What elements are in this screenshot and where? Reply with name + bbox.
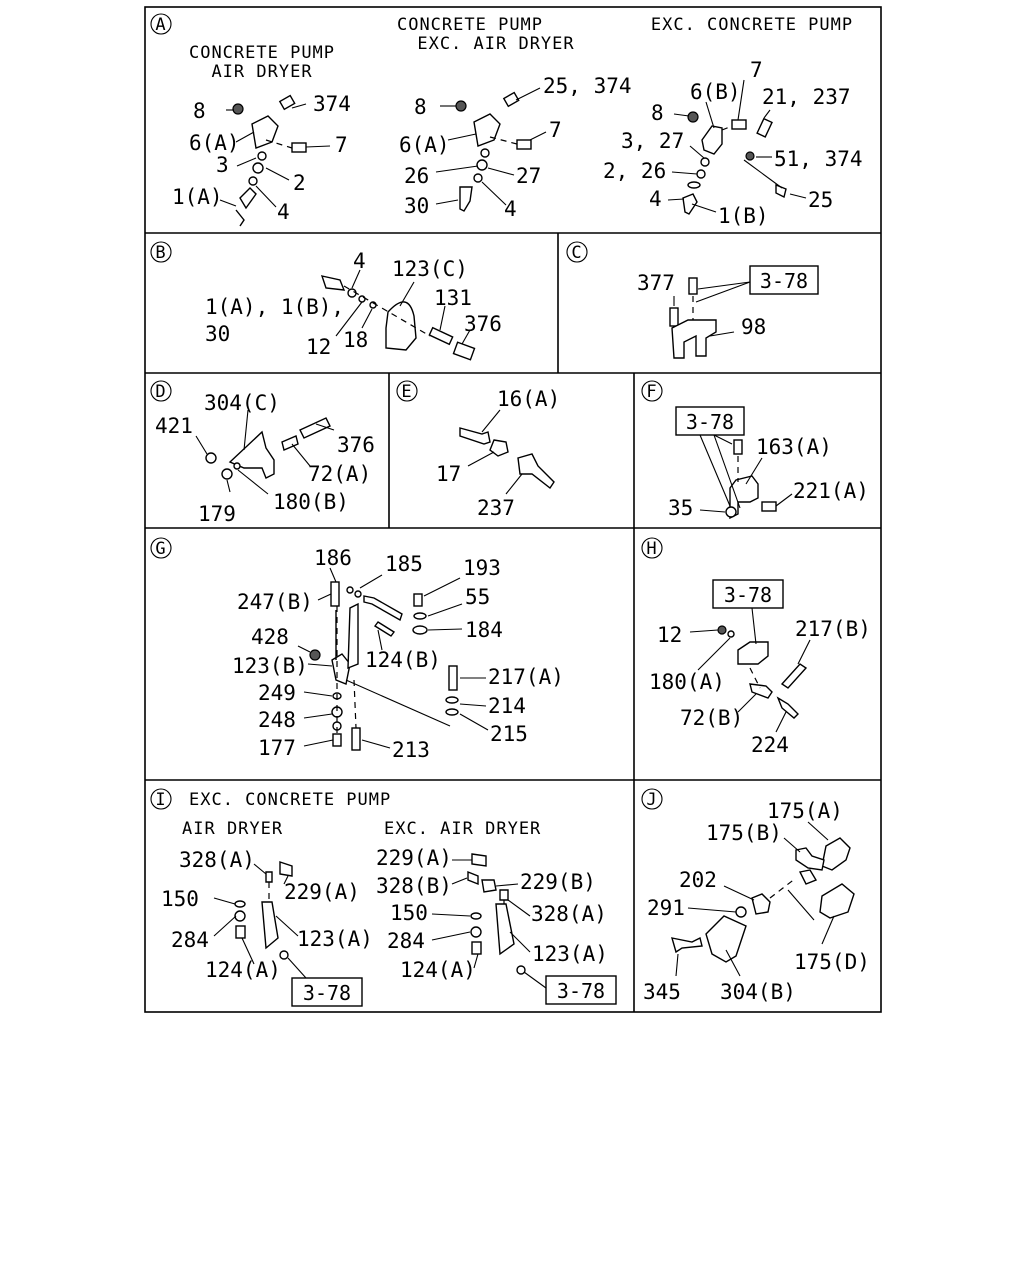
section-i-id: I (155, 790, 167, 810)
section-g-id: G (155, 539, 167, 559)
section-g-label: 124(B) (365, 648, 441, 672)
section-a-group-2-parts (436, 88, 546, 211)
section-h-label: 72(B) (680, 706, 744, 730)
section-g-label: 213 (392, 738, 430, 762)
section-a-label: 2 (293, 171, 306, 195)
section-g-label: 123(B) (232, 654, 308, 678)
section-h-label: 224 (751, 733, 789, 757)
section-b-label: 123(C) (392, 257, 468, 281)
section-c-label: 377 (637, 271, 675, 295)
section-i-label: 150 (390, 901, 428, 925)
section-i-label: 229(A) (284, 880, 360, 904)
section-g-label: 217(A) (488, 665, 564, 689)
section-i-label: 123(A) (297, 927, 373, 951)
section-a-label: 8 (414, 95, 427, 119)
section-a-label: 3 (216, 153, 229, 177)
section-a-subtitle-1-line-2: AIR DRYER (211, 62, 313, 82)
section-b-label: 4 (353, 249, 366, 273)
section-h-label: 217(B) (795, 617, 871, 641)
section-i-label: 124(A) (400, 958, 476, 982)
section-b-label: 1(A), 1(B), (205, 295, 345, 319)
section-a-subtitle-3: EXC. CONCRETE PUMP (650, 15, 854, 35)
section-g-label: 185 (385, 552, 423, 576)
section-i-reference-1: 3-78 (302, 981, 352, 1005)
section-g-label: 247(B) (237, 590, 313, 614)
section-a-label: 1(A) (172, 185, 223, 209)
section-a-label: 51, 374 (774, 147, 863, 171)
section-a-label: 30 (404, 194, 430, 218)
section-g-label: 177 (258, 736, 296, 760)
section-b (151, 242, 502, 360)
section-c-parts (670, 278, 750, 358)
section-g-label: 249 (258, 681, 296, 705)
section-i-label: 124(A) (205, 958, 281, 982)
section-i-title: EXC. CONCRETE PUMP (189, 790, 392, 810)
section-f-label: 35 (668, 496, 694, 520)
section-a-label: 374 (313, 92, 351, 116)
section-c-reference: 3-78 (759, 269, 809, 293)
section-b-id: B (155, 243, 167, 263)
section-a-label: 6(A) (189, 131, 240, 155)
section-b-label: 18 (343, 328, 369, 352)
section-h-id: H (646, 539, 658, 559)
section-a-subtitle-2-line-2: EXC. AIR DRYER (417, 34, 575, 54)
section-f (642, 381, 869, 520)
section-i-label: 123(A) (532, 942, 608, 966)
section-i-label: 284 (171, 928, 209, 952)
section-a-subtitle-2-line-1: CONCRETE PUMP (396, 15, 544, 35)
section-d-label: 179 (198, 502, 236, 526)
section-g-label: 184 (465, 618, 503, 642)
section-a-label: 7 (335, 133, 348, 157)
section-a-label: 25, 374 (543, 74, 632, 98)
section-e-parts (460, 410, 554, 494)
section-d-id: D (155, 382, 167, 402)
section-i-label: 229(B) (520, 870, 596, 894)
section-i-label: 284 (387, 929, 425, 953)
section-a (151, 14, 863, 228)
section-d-label: 304(C) (204, 391, 280, 415)
section-d-label: 72(A) (308, 462, 372, 486)
section-b-label: 376 (464, 312, 502, 336)
section-e-label: 16(A) (497, 387, 561, 411)
section-a-label: 21, 237 (762, 85, 851, 109)
section-b-label: 30 (205, 322, 231, 346)
section-j-label: 304(B) (720, 980, 796, 1004)
section-j-label: 345 (643, 980, 681, 1004)
section-a-label: 1(B) (718, 204, 769, 228)
section-j-id: J (646, 790, 658, 810)
section-a-label: 26 (404, 164, 430, 188)
section-h-label: 180(A) (649, 670, 725, 694)
section-e-label: 237 (477, 496, 515, 520)
section-g-label: 248 (258, 708, 296, 732)
section-a-id: A (155, 15, 167, 35)
section-a-label: 4 (504, 197, 517, 221)
section-j-label: 175(A) (767, 799, 843, 823)
section-c (567, 242, 818, 358)
section-b-label: 12 (306, 335, 332, 359)
section-j-label: 202 (679, 868, 717, 892)
section-a-label: 2, 26 (603, 159, 667, 183)
section-c-label: 98 (741, 315, 767, 339)
section-f-label: 221(A) (793, 479, 869, 503)
section-a-label: 4 (277, 200, 290, 224)
section-g-label: 428 (251, 625, 289, 649)
section-a-label: 8 (193, 99, 206, 123)
section-h-label: 12 (657, 623, 683, 647)
section-j (642, 789, 870, 1004)
section-a-label: 25 (808, 188, 834, 212)
section-a-label: 8 (651, 101, 664, 125)
section-i-label: 328(B) (376, 874, 452, 898)
section-i-subtitle-2: EXC. AIR DRYER (384, 819, 542, 839)
section-i-label: 229(A) (376, 846, 452, 870)
section-b-label: 131 (434, 286, 472, 310)
section-a-label: 4 (649, 187, 662, 211)
section-d-label: 180(B) (273, 490, 349, 514)
section-d-label: 421 (155, 414, 193, 438)
section-i-label: 328(A) (531, 902, 607, 926)
section-a-subtitle-1-line-1: CONCRETE PUMP (188, 43, 336, 63)
section-h (642, 538, 871, 757)
section-g-label: 215 (490, 722, 528, 746)
section-c-id: C (571, 243, 583, 263)
section-e-label: 17 (436, 462, 462, 486)
section-e (397, 381, 560, 520)
section-g-label: 214 (488, 694, 526, 718)
section-j-label: 175(B) (706, 821, 782, 845)
section-e-id: E (401, 382, 413, 402)
section-d-label: 376 (337, 433, 375, 457)
section-i (151, 789, 616, 1006)
section-f-id: F (646, 382, 658, 402)
section-a-label: 7 (549, 118, 562, 142)
section-j-label: 291 (647, 896, 685, 920)
section-d (151, 381, 375, 526)
section-a-label: 27 (516, 164, 542, 188)
section-g (151, 538, 564, 762)
section-g-label: 55 (465, 585, 491, 609)
section-g-label: 186 (314, 546, 352, 570)
section-a-label: 6(B) (690, 80, 741, 104)
section-i-subtitle-1: AIR DRYER (182, 819, 284, 839)
section-a-label: 3, 27 (621, 129, 685, 153)
section-i-label: 328(A) (179, 848, 255, 872)
section-g-label: 193 (463, 556, 501, 580)
section-i-reference-2: 3-78 (556, 979, 606, 1003)
section-a-label: 6(A) (399, 133, 450, 157)
section-a-label: 7 (750, 58, 763, 82)
section-j-label: 175(D) (794, 950, 870, 974)
section-h-reference: 3-78 (723, 583, 773, 607)
section-f-reference: 3-78 (685, 410, 735, 434)
section-f-label: 163(A) (756, 435, 832, 459)
section-i-label: 150 (161, 887, 199, 911)
